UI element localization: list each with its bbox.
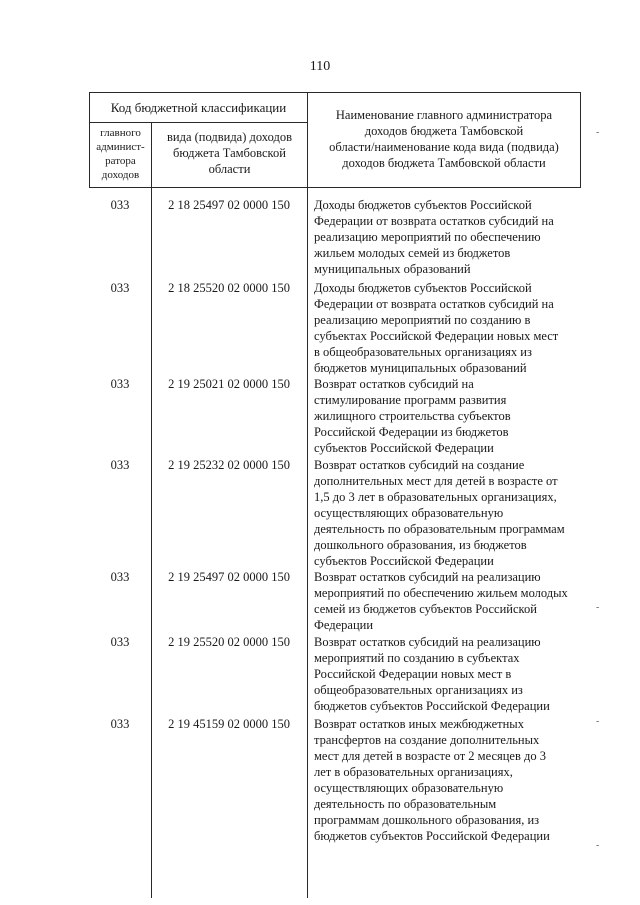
header-admin-line: ратора (105, 155, 136, 167)
description-line: общеобразовательных организациях из (314, 683, 523, 697)
description-line: Доходы бюджетов субъектов Российской (314, 198, 532, 212)
row-description (314, 376, 574, 456)
description-line: Возврат остатков иных межбюджетных (314, 717, 524, 731)
column-divider (307, 188, 308, 898)
row-classification-code: 2 19 45159 02 0000 150 (168, 717, 290, 731)
description-line: 1,5 до 3 лет в образовательных организациях, (314, 490, 557, 504)
row-classification-code: 2 19 25520 02 0000 150 (168, 635, 290, 649)
description-line: деятельность по образовательным (314, 797, 497, 811)
description-line: бюджетов субъектов Российской Федерации (314, 829, 550, 843)
description-line: Возврат остатков субсидий на реализацию (314, 570, 541, 584)
description-line: Федерации от возврата остатков субсидий на (314, 214, 554, 228)
description-line: Российской Федерации новых мест в (314, 667, 512, 681)
description-line: лет в образовательных организациях, (314, 765, 513, 779)
description-line: бюджетов субъектов Российской Федерации (314, 699, 550, 713)
header-code-classification: Код бюджетной классификации (90, 93, 308, 123)
description-line: в общеобразовательных организациях из (314, 345, 532, 359)
row-description (314, 569, 574, 633)
header-name-line: доходов бюджета Тамбовской области (342, 156, 546, 170)
row-admin-code: 033 (110, 570, 130, 584)
description-line: деятельность по образовательным программам (314, 522, 565, 536)
scan-mark: - (596, 716, 600, 727)
header-type-line: области (208, 162, 251, 176)
description-line: трансфертов на создание дополнительных (314, 733, 540, 747)
description-line: стимулирование программ развития (314, 393, 507, 407)
row-admin-code: 033 (110, 635, 130, 649)
description-line: Возврат остатков субсидий на реализацию (314, 635, 541, 649)
description-line: осуществляющих образовательную (314, 506, 504, 520)
header-admin-line: главного (100, 127, 141, 139)
description-line: программам дошкольного образования, из (314, 813, 540, 827)
row-admin-code: 033 (110, 377, 130, 391)
row-classification-code: 2 19 25232 02 0000 150 (168, 458, 290, 472)
description-line: субъектов Российской Федерации (314, 441, 494, 455)
description-line: реализацию мероприятий по созданию в (314, 313, 531, 327)
header-type-line: бюджета Тамбовской (173, 146, 286, 160)
row-classification-code: 2 19 25021 02 0000 150 (168, 377, 290, 391)
description-line: муниципальных образований (314, 262, 471, 276)
row-classification-code: 2 18 25520 02 0000 150 (168, 281, 290, 295)
page-number: 110 (309, 59, 331, 74)
description-line: бюджетов муниципальных образований (314, 361, 527, 375)
row-description (314, 280, 574, 376)
row-admin-code: 033 (110, 717, 130, 731)
row-description (314, 716, 574, 844)
scan-mark: - (596, 602, 600, 613)
table-header (89, 92, 581, 188)
description-line: жильем молодых семей из бюджетов (314, 246, 511, 260)
row-admin-code: 033 (110, 281, 130, 295)
description-line: субъектов Российской Федерации (314, 554, 494, 568)
header-admin-line: доходов (101, 169, 140, 181)
header-type-line: вида (подвида) доходов (167, 130, 292, 144)
row-description (314, 634, 574, 714)
description-line: реализацию мероприятий по обеспечению (314, 230, 541, 244)
header-name-line: Наименование главного администратора (335, 108, 553, 122)
description-line: Федерации (314, 618, 374, 632)
description-line: дополнительных мест для детей в возрасте от (314, 474, 558, 488)
description-line: мест для детей в возрасте от 2 месяцев до 3 (314, 749, 546, 763)
row-description (314, 457, 574, 569)
header-admin-column (90, 123, 152, 187)
header-name-column (308, 93, 580, 187)
description-line: Возврат остатков субсидий на (314, 377, 474, 391)
header-name-line: области/наименование кода вида (подвида) (329, 140, 559, 154)
description-line: Федерации от возврата остатков субсидий на (314, 297, 554, 311)
description-line: Российской Федерации из бюджетов (314, 425, 509, 439)
description-line: Возврат остатков субсидий на создание (314, 458, 525, 472)
description-line: мероприятий по обеспечению жильем молодых (314, 586, 568, 600)
row-classification-code: 2 19 25497 02 0000 150 (168, 570, 290, 584)
scan-mark: - (596, 127, 600, 138)
description-line: осуществляющих образовательную (314, 781, 504, 795)
description-line: жилищного строительства субъектов (314, 409, 511, 423)
description-line: дошкольного образования, из бюджетов (314, 538, 527, 552)
row-description (314, 197, 574, 277)
row-admin-code: 033 (110, 458, 130, 472)
row-classification-code: 2 18 25497 02 0000 150 (168, 198, 290, 212)
description-line: семей из бюджетов субъектов Российской (314, 602, 537, 616)
header-income-type-column (152, 123, 308, 187)
scan-mark: - (596, 840, 600, 851)
description-line: Доходы бюджетов субъектов Российской (314, 281, 532, 295)
header-admin-line: админист- (96, 141, 145, 153)
description-line: мероприятий по созданию в субъектах (314, 651, 520, 665)
description-line: субъектах Российской Федерации новых мест (314, 329, 559, 343)
row-admin-code: 033 (110, 198, 130, 212)
header-name-line: доходов бюджета Тамбовской (364, 124, 524, 138)
